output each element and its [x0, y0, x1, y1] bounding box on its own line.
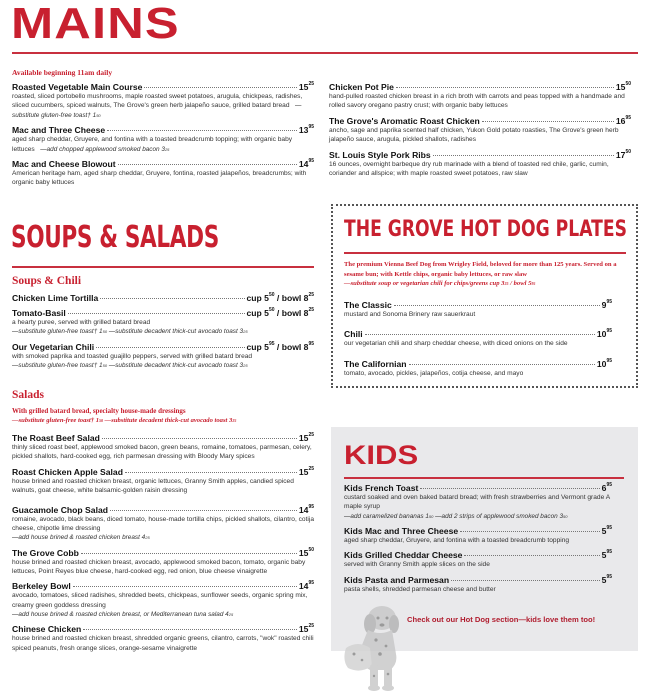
item-name: Chicken Lime Tortilla [12, 293, 99, 303]
item-price: $15^{25}$ [298, 465, 314, 477]
item-name: Roast Chicken Apple Salad [12, 466, 123, 477]
item-name: Tomato-Basil [12, 308, 66, 318]
leader-dots [460, 531, 600, 532]
item-price: $17^{50}$ [615, 148, 631, 160]
item-name: Kids Grilled Cheddar Cheese [344, 550, 463, 561]
mains-heading: MAINS [11, 0, 180, 48]
item-description: our vegetarian chili and sharp cheddar cheese, with diced onions on the side [344, 340, 568, 348]
item-description: romaine, avocado, black beans, diced tomato, house-made tortilla chips, pickled shallots, cilantro, cotija cheese, chipotle lime dressing [12, 515, 315, 533]
item-price: $14^{95}$ [298, 158, 314, 170]
leader-dots [144, 87, 297, 88]
leader-dots [100, 298, 244, 299]
menu-item [329, 116, 631, 145]
item-name: Chinese Chicken [12, 624, 82, 635]
item-description: avocado, tomatoes, sliced radishes, shredded beets, chickpeas, sunflower seeds, organic spring mix, creamy green goddess dressing [12, 592, 308, 609]
item-name: St. Louis Style Pork Ribs [329, 149, 431, 160]
item-description: with smoked paprika and toasted guajillo peppers, served with grilled batard bread [12, 352, 253, 360]
item-price: $15^{25}$ [298, 623, 314, 635]
item-description: roasted, sliced portobello mushrooms, maple roasted sweet potatoes, arugula, chickpeas, radishes, sliced cucumbers, spiced walnuts, The Grove's green herb jalapeño sauce, grilled batard bread [12, 93, 303, 110]
item-name: Guacamole Chop Salad [12, 504, 108, 515]
kids-heading: KIDS [344, 440, 419, 470]
item-note: —add caramelized bananas $1^{50}$ —add 2 strips of applewood smoked bacon $3^{50}$ [344, 512, 568, 520]
item-price: $5^{95}$ [601, 573, 612, 585]
item-name: Our Vegetarian Chili [12, 341, 95, 352]
menu-item [12, 548, 314, 577]
leader-dots [365, 334, 595, 335]
item-name: Kids Pasta and Parmesan [344, 574, 450, 585]
item-note: —substitute gluten-free toast† $1^{50}$ —substitute decadent thick-cut avocado toast $3^{25}$ [12, 328, 248, 336]
leader-dots [73, 586, 297, 587]
leader-dots [107, 130, 297, 131]
soups-list [12, 293, 314, 375]
item-name: The Grove's Aromatic Roast Chicken [329, 115, 480, 126]
menu-item [344, 550, 612, 569]
menu-item [12, 581, 314, 619]
item-name: Chili [344, 329, 363, 340]
menu-item [12, 125, 314, 154]
item-price: $5^{95}$ [601, 525, 612, 537]
leader-dots [420, 488, 599, 489]
item-description: pasta shells, shredded parmesan cheese and butter [344, 585, 496, 593]
leader-dots [81, 553, 297, 554]
menu-item [12, 624, 314, 653]
item-note: —substitute gluten-free toast† $1^{50}$ —substitute decadent thick-cut avocado toast $3^{25}$ [12, 362, 248, 370]
kids-divider [344, 477, 624, 479]
item-price: $9^{95}$ [601, 299, 612, 310]
item-description: aged sharp cheddar, Gruyere, and fontina with a toasted breadcrumb topping [344, 537, 570, 545]
leader-dots [409, 364, 595, 365]
item-price: $14^{95}$ [298, 580, 314, 592]
menu-item [329, 150, 631, 179]
item-price: $15^{25}$ [298, 81, 314, 92]
item-description: house brined and roasted chicken breast, avocado, applewood smoked bacon, tomato, organic baby lettuces, Point Reyes blue cheese, hard-cooked egg, red onion, blue cheese vinaigrette [12, 558, 306, 576]
leader-dots [451, 580, 600, 581]
item-name: Kids French Toast [344, 483, 419, 493]
item-description: hand-pulled roasted chicken breast in a rich broth with carrots and peas topped with a handmade and rolled savory oregano pastry crust; with organic baby lettuces [329, 93, 625, 110]
menu-item [12, 159, 314, 188]
item-price: $5^{95}$ [601, 549, 612, 561]
hotdog-intro: The premium Vienna Beef Dog from Wrigley Field, beloved for more than 125 years. Served on a sesame bun; with Kettle chips, organic baby lettuces, or raw slaw [344, 261, 617, 278]
leader-dots [118, 164, 297, 165]
menu-item [344, 483, 612, 521]
item-price: $14^{95}$ [298, 503, 314, 515]
leader-dots [83, 629, 297, 630]
item-price: $13^{95}$ [298, 124, 314, 136]
salads-intro-text: With grilled batard bread, specialty house-made dressings [12, 407, 186, 415]
menu-item [12, 433, 314, 462]
item-note: —add chopped applewood smoked bacon $3^{25}$ [40, 145, 170, 153]
leader-dots [96, 347, 244, 348]
menu-item [329, 82, 631, 111]
item-price: cup $5^{95}$ / bowl $8^{95}$ [246, 340, 314, 352]
menu-item [12, 293, 314, 303]
hotdog-plates-heading: THE GROVE HOT DOG PLATES [344, 217, 627, 242]
salads-list [12, 433, 314, 658]
item-price: $15^{50}$ [615, 81, 631, 92]
hotdog-plates-section [331, 204, 638, 388]
item-price: $16^{95}$ [615, 114, 631, 126]
item-name: The Roast Beef Salad [12, 433, 100, 443]
item-name: Berkeley Bowl [12, 581, 71, 592]
item-name: Kids Mac and Three Cheese [344, 526, 459, 537]
leader-dots [110, 510, 297, 511]
salads-intro [12, 406, 314, 426]
item-price: $10^{95}$ [596, 357, 612, 369]
mains-right-column [329, 82, 631, 183]
hotdog-divider [344, 252, 626, 254]
soups-salads-divider [12, 266, 314, 268]
leader-dots [125, 472, 297, 473]
item-price: cup $5^{50}$ / bowl $8^{25}$ [246, 292, 314, 303]
kids-callout: Check out our Hot Dog section—kids love them too! [407, 615, 596, 624]
item-description: house brined and roasted chicken breast, organic lettuces, Granny Smith apples, candied spiced walnuts, goat cheese, white balsamic-golden raisin dressing [12, 477, 294, 495]
menu-item [12, 467, 314, 496]
item-description: custard soaked and oven baked batard bread; with fresh strawberries and Vermont grade A maple syrup [344, 494, 610, 511]
item-description: served with Granny Smith apple slices on the side [344, 561, 490, 569]
item-description: 16 ounces, overnight barbeque dry rub marinade with a blend of toasted red chile, garlic, cumin, coriander and allspice; with maple roasted sweet potatoes, raw slaw [329, 160, 609, 178]
leader-dots [396, 87, 614, 88]
mains-divider [12, 52, 638, 54]
menu-item [12, 308, 314, 337]
menu-item [344, 526, 612, 545]
dog-illustration-icon [340, 604, 412, 692]
menu-item [344, 359, 612, 378]
leader-dots [464, 555, 599, 556]
mains-availability: Available beginning 11am daily [12, 68, 113, 77]
item-name: Mac and Three Cheese [12, 125, 106, 136]
item-note: —substitute gluten-free toast† $1^{50}$ [12, 102, 302, 119]
salads-intro-note: —substitute gluten-free toast† $1^{50}$ —substitute decadent thick-cut avocado toast $3^{25}$ [12, 417, 237, 424]
item-name: The Californian [344, 358, 407, 369]
item-description: house brined and roasted chicken breast, shredded organic greens, cilantro, carrots, "wok" roasted chili spiced peanuts, fresh orange slices, orange-sesame vinaigrette [12, 635, 314, 652]
item-description: ancho, sage and paprika scented half chicken, Yukon Gold potato roasties, The Grove's green herb jalapeño sauce, arugula, pickled shallots, radishes [329, 126, 619, 144]
item-description: a hearty puree, served with grilled batard bread [12, 319, 151, 326]
item-description: mustard and Sonoma Brinery raw sauerkraut [344, 311, 476, 318]
mains-left-column [12, 82, 314, 193]
menu-item [12, 82, 314, 120]
item-name: The Grove Cobb [12, 547, 79, 558]
leader-dots [68, 313, 245, 314]
item-price: $6^{95}$ [601, 482, 612, 493]
item-name: Chicken Pot Pie [329, 82, 394, 92]
salads-subheading: Salads [12, 389, 44, 401]
item-price: cup $5^{50}$ / bowl $8^{25}$ [246, 307, 314, 318]
leader-dots [394, 305, 600, 306]
item-description: tomato, avocado, pickles, jalapeños, cotija cheese, and mayo [344, 369, 524, 377]
item-note: —add house brined & roasted chicken breast $4^{25}$ [12, 534, 150, 542]
leader-dots [482, 121, 614, 122]
menu-item [12, 505, 314, 543]
item-description: American heritage ham, aged sharp cheddar, Gruyere, fontina, roasted jalapeños, breadcrumbs; with organic baby lettuces [12, 170, 307, 187]
soups-subheading: Soups & Chili [12, 275, 82, 287]
item-name: The Classic [344, 300, 392, 310]
item-price: $15^{50}$ [298, 546, 314, 558]
item-price: $15^{25}$ [298, 432, 314, 443]
menu-item [344, 329, 612, 348]
menu-item [344, 575, 612, 594]
item-name: Mac and Cheese Blowout [12, 159, 116, 170]
item-name: Roasted Vegetable Main Course [12, 82, 143, 92]
soups-salads-heading: SOUPS & SALADS [11, 220, 219, 255]
leader-dots [102, 438, 297, 439]
leader-dots [433, 155, 614, 156]
item-price: $10^{95}$ [596, 328, 612, 340]
hotdog-intro-note: —substitute soup or vegetarian chili for chips/greens cup $3^{25}$ / bowl $5^{95}$ [344, 280, 536, 288]
menu-item [344, 300, 612, 319]
item-description: thinly sliced roast beef, applewood smoked bacon, green beans, romaine, tomatoes, parmesan, celery, pickled shallots, hard-cooked egg, rich parmesan dressing with Bloody Mary spices [12, 444, 312, 461]
item-description: aged sharp cheddar, Gruyere, and fontina with a toasted breadcrumb topping; with organic baby lettuces [12, 136, 293, 153]
item-note: —add house brined & roasted chicken breast, or Mediterranean tuna salad $4^{25}$ [12, 611, 234, 619]
menu-item [12, 342, 314, 371]
